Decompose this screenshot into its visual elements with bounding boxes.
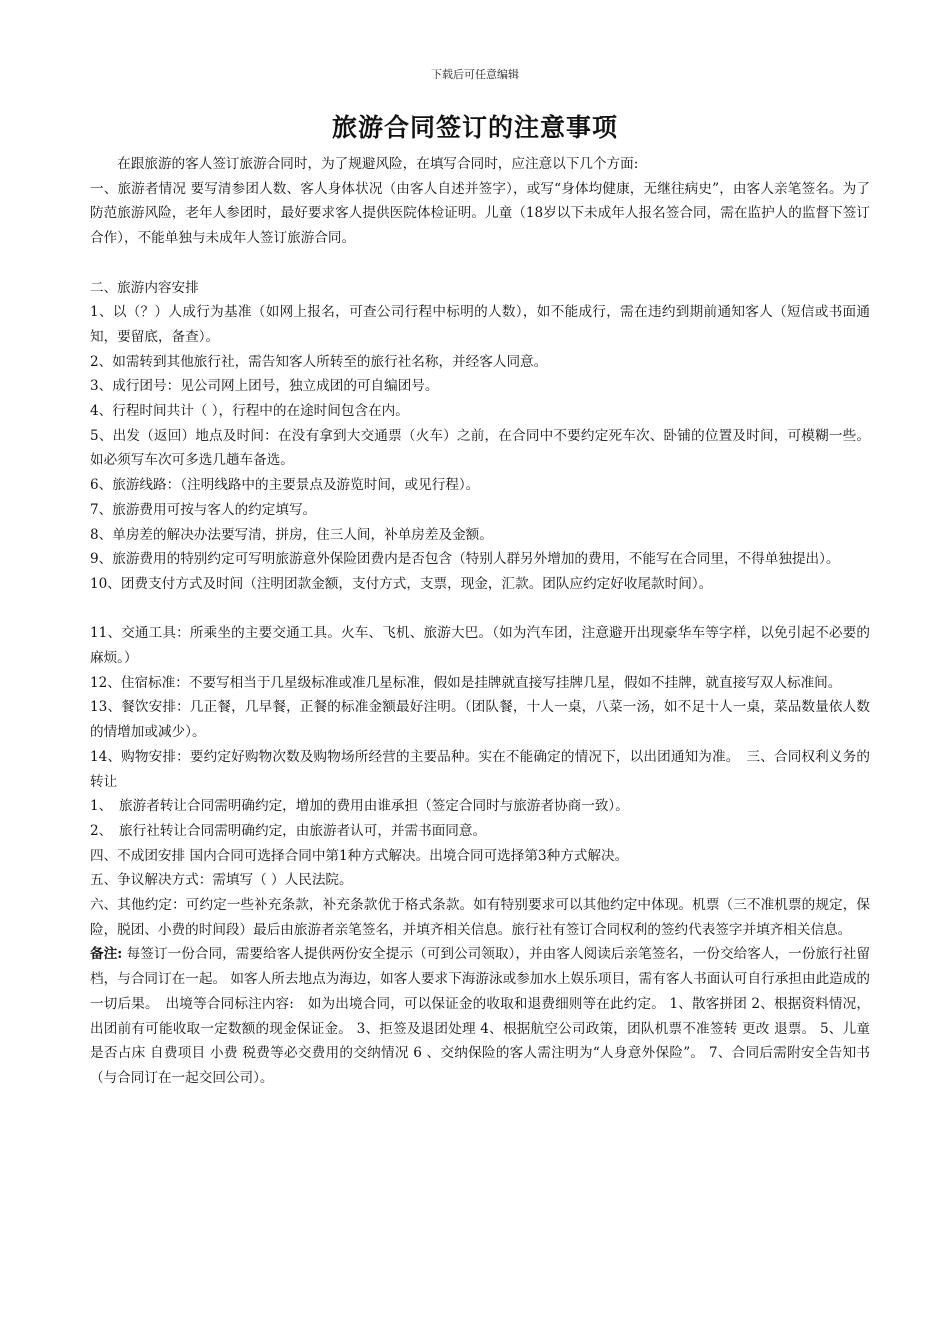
document-title: 旅游合同签订的注意事项 — [331, 113, 618, 142]
page-header: 下载后可任意编辑 — [431, 68, 519, 81]
list-item: 2、 旅行社转让合同需明确约定，由旅游者认可，并需书面同意。 — [90, 822, 487, 839]
document-body — [90, 152, 870, 1091]
list-item: 3、成行团号：见公司网上团号，独立成团的可自编团号。 — [90, 378, 439, 395]
list-item: 10、团费支付方式及时间（注明团款金额，支付方式，支票，现金，汇款。团队应约定好收尾款时间）。 — [90, 575, 713, 592]
list-item: 5、出发（返回）地点及时间：在没有拿到大交通票（火车）之前，在合同中不要约定死车次、卧铺的位置及时间，可模糊一些。如必须写车次可多选几趟车备选。 — [90, 427, 870, 469]
note-text: 每签订一份合同，需要给客人提供两份安全提示（可到公司领取），并由客人阅读后亲笔签名，一份交给客人，一份旅行社留档，与合同订在一起。 如客人所去地点为海边，如客人要求下海游泳或参加水上娱乐项目，需有客人书面认可自行承担由此造成的一切后果。 出境等合同标注内容: 如为出境合同，可以保证金的收取和退费细则等在此约定。 1、散客拼团 2、根据资料情况，出团前有可能收取一定数额的现金保证金。 3、拒签及退团处理 4、根据航空公司政策，团队机票不准签转 更改 退票。 5、儿童是否占床 自费项目 小费 税费等必交费用的交纳情况 6 、交纳保险的客人需注明为“人身意外保险”。 7、合同后需附安全告知书（与合同订在一起交回公司）。 — [90, 946, 870, 1086]
list-item: 1、 旅游者转让合同需明确约定，增加的费用由谁承担（签定合同时与旅游者协商一致）。 — [90, 798, 629, 815]
list-item: 六、其他约定：可约定一些补充条款，补充条款优于格式条款。如有特别要求可以其他约定中体现。机票（三不准机票的规定，保险，脱团、小费的时间段）最后由旅游者亲笔签名，并填齐相关信息。旅行社有签订合同权利的签约代表签字并填齐相关信息。 — [90, 897, 870, 938]
list-item: 6、旅游线路：（注明线路中的主要景点及游览时间，或见行程）。 — [90, 477, 480, 494]
list-item: 13、餐饮安排：几正餐，几早餐，正餐的标准金额最好注明。（团队餐，十人一桌，八菜一汤，如不足十人一桌，菜品数量依人数的情增加或减少）。 — [90, 699, 870, 741]
list-item: 12、住宿标准：不要写相当于几星级标准或准几星标准，假如是挂牌就直接写挂牌几星，假如不挂牌，就直接写双人标准间。 — [90, 674, 842, 691]
list-item: 4、行程时间共计（ ），行程中的在途时间包含在内。 — [90, 403, 409, 420]
list-item: 9、旅游费用的特别约定可写明旅游意外保险团费内是否包含（特别人群另外增加的费用，不能写在合同里，不得单独提出）。 — [90, 551, 840, 568]
list-item: 14、购物安排：要约定好购物次数及购物场所经营的主要品种。实在不能确定的情况下，以出团通知为准。 三、合同权利义务的转让 — [90, 748, 870, 790]
note-label: 备注: — [90, 946, 123, 963]
section-1-paragraph: 一、旅游者情况 要写清参团人数、客人身体状况（由客人自述并签字），或写“身体均健康，无继往病史”，由客人亲笔签名。为了防范旅游风险，老年人参团时，最好要求客人提供医院体检证明。儿童（18岁以下未成年人报名签合同，需在监护人的监督下签订合作），不能单独与未成年人签订旅游合同。 — [90, 180, 870, 247]
list-item: 11、交通工具：所乘坐的主要交通工具。火车、飞机、旅游大巴。（如为汽车团，注意避开出现豪华车等字样，以免引起不必要的麻烦。） — [90, 625, 870, 667]
section-2-heading: 二、旅游内容安排 — [90, 279, 199, 296]
list-item: 五、争议解决方式：需填写（ ）人民法院。 — [90, 872, 353, 889]
list-item: 7、旅游费用可按与客人的约定填写。 — [90, 501, 317, 518]
list-item: 四、不成团安排 国内合同可选择合同中第1种方式解决。出境合同可选择第3种方式解决。 — [90, 847, 629, 864]
spacer — [90, 597, 870, 622]
list-item: 2、如需转到其他旅行社，需告知客人所转至的旅行社名称，并经客人同意。 — [90, 353, 548, 370]
note-paragraph — [90, 942, 870, 1090]
intro-paragraph: 在跟旅游的客人签订旅游合同时，为了规避风险，在填写合同时，应注意以下几个方面: — [117, 156, 639, 172]
spacer — [90, 251, 870, 276]
list-item: 1、以（？）人成行为基准（如网上报名，可查公司行程中标明的人数），如不能成行，需在违约到期前通知客人（短信或书面通知，要留底，备查）。 — [90, 304, 870, 345]
list-item: 8、单房差的解决办法要写清，拼房，住三人间，补单房差及金额。 — [90, 526, 493, 543]
